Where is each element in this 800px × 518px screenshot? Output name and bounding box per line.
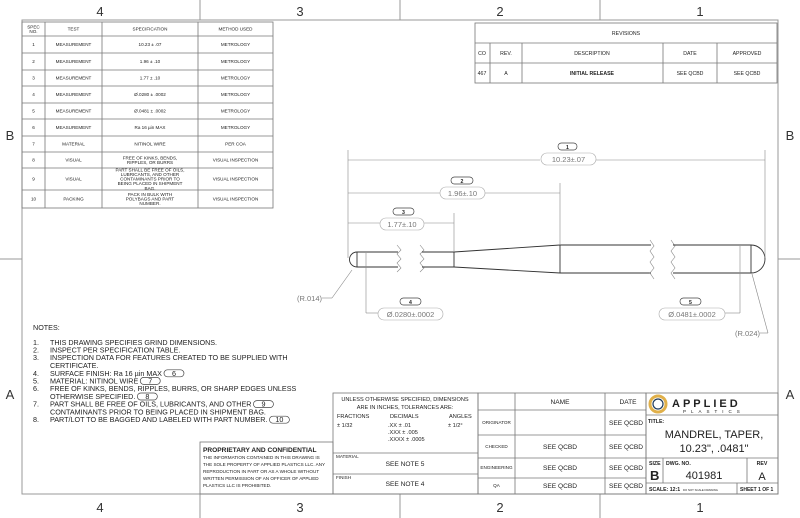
spec-method: METROLOGY [220, 92, 251, 98]
zone-col-2-top: 2 [496, 4, 504, 19]
drawing-title-line-2: 10.23", .0481" [679, 443, 749, 455]
spec-no: 6 [32, 125, 35, 131]
rev-letter: A [504, 71, 508, 77]
spec-specification: BEING PLACED IN SHIPMENT [117, 181, 183, 187]
angles-value: ± 1/2° [448, 423, 463, 429]
size-label: SIZE [649, 461, 661, 467]
proprietary-line: REPRODUCTION IN PART OR AS A WHOLE WITHOUT [203, 469, 320, 474]
logo-plastics: PLASTICS [683, 409, 745, 414]
mandrel-outline [350, 240, 765, 279]
note-balloon-number: 9 [261, 399, 266, 409]
zone-col-4-top: 4 [96, 4, 104, 19]
note-balloon-number: 10 [275, 415, 284, 425]
do-not-scale-label: DO NOT SCALE DRAWING [683, 488, 718, 492]
notes-section [33, 323, 297, 424]
spec-specification: 10.23 ± .07 [138, 42, 162, 48]
dimension-2 [440, 177, 485, 199]
decimals-xxxx: .XXXX ± .0005 [388, 437, 425, 443]
spec-header-method: METHOD USED [218, 26, 253, 32]
spec-method: METROLOGY [220, 125, 251, 131]
spec-method: VISUAL INSPECTION [212, 196, 259, 202]
approval-date: SEE QCBD [608, 465, 644, 472]
rev-date: SEE QCBD [676, 71, 704, 77]
proprietary-line: THE INFORMATION CONTAINED IN THIS DRAWING IS [203, 455, 320, 460]
zone-row-b-right: B [785, 128, 795, 143]
spec-method: VISUAL INSPECTION [212, 157, 259, 163]
spec-header-specification: SPECIFICATION [132, 26, 168, 32]
spec-test: VISUAL [65, 157, 82, 163]
spec-specification: 1.96 ± .10 [139, 59, 161, 65]
balloon-5: 5 [689, 300, 692, 306]
dimension-lines [322, 150, 768, 333]
note-number: 1. [33, 338, 39, 347]
note-number: 2. [33, 345, 39, 355]
zone-row-b-left: B [5, 128, 15, 143]
spec-specification: CONTAMINANTS PRIOR TO [120, 176, 180, 182]
spec-specification: Ø.0280 ± .0002 [134, 92, 166, 98]
drawing-title-line-1: MANDREL, TAPER, [664, 429, 764, 441]
revisions-table [475, 23, 777, 83]
zone-col-1-top: 1 [696, 4, 704, 19]
title-block [200, 393, 778, 494]
zone-col-3-bottom: 3 [296, 500, 304, 515]
proprietary-line: THE SOLE PROPERTY OF APPLIED PLASTICS LLC. ANY [203, 462, 326, 467]
decimals-label: DECIMALS [390, 414, 419, 420]
dimension-1 [541, 143, 596, 165]
spec-specification: PART SHALL BE FREE OF OILS, [115, 167, 185, 173]
radius-014-label: (R.014) [297, 294, 323, 303]
spec-test: VISUAL [65, 176, 82, 182]
zone-col-1-bottom: 1 [696, 500, 704, 515]
spec-specification: NITINOL WIRE [134, 141, 166, 147]
rev-value: A [758, 471, 766, 483]
spec-method: PER COA [225, 141, 246, 147]
spec-test: MEASUREMENT [55, 108, 92, 114]
spec-specification: RIPPLES, OR BURRS [126, 159, 174, 165]
sheet-label: SHEET 1 OF 1 [740, 487, 774, 493]
title-label: TITLE: [648, 419, 665, 425]
note-text: FREE OF KINKS, BENDS, RIPPLES, BURRS, OR SHARP EDGES UNLESS [50, 384, 297, 393]
spec-no: 7 [32, 141, 35, 147]
tolerance-heading-2: ARE IN INCHES, TOLERANCES ARE: [356, 405, 454, 411]
rev-header-description: DESCRIPTION [574, 51, 610, 57]
balloon-2: 2 [460, 179, 464, 185]
approval-role: CHECKED [485, 444, 508, 449]
balloon-3: 3 [402, 210, 405, 216]
balloon-4: 4 [409, 300, 412, 306]
spec-test: MEASUREMENT [55, 59, 92, 65]
approval-role: ENGINEERING [480, 465, 513, 470]
note-text: INSPECTION DATA FOR FEATURES CREATED TO BE SUPPLIED WITH [50, 353, 288, 363]
rev-label: REV [756, 461, 768, 467]
spec-method: METROLOGY [220, 59, 251, 65]
note-text: PART/LOT TO BE BAGGED AND LABELED WITH PART NUMBER. [50, 415, 268, 425]
fractions-value: ± 1/32 [337, 423, 353, 429]
note-balloon-number: 6 [171, 368, 176, 378]
dim-3-value: 1.77±.10 [387, 220, 417, 229]
dimension-3 [380, 208, 424, 230]
finish-value: SEE NOTE 4 [385, 481, 425, 488]
revisions-title: REVISIONS [611, 31, 641, 37]
approval-date: SEE QCBD [608, 483, 644, 490]
approvals-rows [480, 420, 643, 490]
spec-specification: POLYBAGS AND PART [125, 196, 175, 202]
mandrel-part-view [297, 143, 768, 338]
dimension-5 [659, 298, 725, 320]
spec-specification: LUBRICANTS, AND OTHER [120, 172, 180, 177]
approval-date: SEE QCBD [608, 420, 644, 427]
spec-test: MEASUREMENT [55, 42, 92, 48]
dimension-4 [378, 298, 443, 320]
note-number: 5. [33, 376, 39, 386]
material-value: SEE NOTE 5 [385, 461, 425, 468]
spec-test: MEASUREMENT [55, 125, 92, 131]
rev-header-co: CO [478, 51, 486, 57]
spec-specification: FREE OF KINKS, BENDS, [122, 155, 178, 161]
zone-row-a-right: A [785, 387, 795, 402]
balloon-1: 1 [566, 145, 569, 151]
spec-test: PACKING [63, 196, 84, 202]
angles-label: ANGLES [449, 414, 472, 420]
radius-024-label: (R.024) [735, 329, 761, 338]
note-text: CONTAMINANTS PRIOR TO BEING PLACED IN SHIPMENT BAG. [50, 407, 266, 417]
spec-header-no: NO. [29, 28, 38, 34]
rev-header-rev: REV. [500, 51, 512, 57]
note-number: 3. [33, 353, 39, 363]
spec-test: MEASUREMENT [55, 75, 92, 81]
spec-test: MEASUREMENT [55, 92, 92, 98]
note-balloon-number: 8 [145, 392, 150, 401]
note-text: SURFACE FINISH: Ra 16 µin MAX [50, 368, 162, 378]
note-text: PART SHALL BE FREE OF OILS, LUBRICANTS, AND OTHER [50, 399, 252, 409]
spec-no: 9 [32, 176, 35, 182]
dim-5-value: Ø.0481±.0002 [668, 310, 716, 319]
spec-specification: BAG. [144, 185, 156, 191]
specification-table [22, 22, 273, 208]
dim-2-value: 1.96±.10 [447, 189, 478, 198]
note-text: CERTIFICATE. [50, 361, 99, 371]
rev-header-date: DATE [683, 51, 697, 57]
spec-specification: 1.77 ± .10 [139, 75, 161, 81]
spec-no: 4 [32, 92, 35, 98]
zone-col-3-top: 3 [296, 4, 304, 19]
proprietary-title: PROPRIETARY AND CONFIDENTIAL [203, 447, 317, 454]
spec-specification: Ø.0481 ± .0002 [134, 108, 166, 114]
applied-plastics-logo [650, 396, 745, 414]
note-number: 7. [33, 399, 39, 409]
rev-approved: SEE QCBD [733, 71, 761, 77]
size-value: B [650, 468, 660, 483]
note-text: INSPECT PER SPECIFICATION TABLE. [50, 345, 181, 355]
spec-no: 1 [32, 42, 35, 48]
material-label: MATERIAL [336, 454, 359, 459]
spec-no: 5 [32, 108, 35, 114]
approval-name: SEE QCBD [542, 444, 578, 451]
spec-method: METROLOGY [220, 108, 251, 114]
proprietary-text [203, 455, 325, 488]
fractions-label: FRACTIONS [337, 414, 370, 420]
spec-specification: PACK IN BULK WITH [127, 192, 173, 197]
spec-method: VISUAL INSPECTION [212, 176, 259, 182]
scale-label: SCALE: 12:1 [649, 487, 681, 493]
approvals-name-header: NAME [550, 399, 570, 406]
note-text: OTHERWISE SPECIFIED. [50, 392, 136, 401]
logo-applied: APPLIED [672, 398, 741, 410]
spec-header-test: TEST [67, 26, 80, 32]
zone-col-4-bottom: 4 [96, 500, 104, 515]
note-text: MATERIAL: NITINOL WIRE [50, 376, 139, 386]
notes-title: NOTES: [33, 323, 60, 332]
note-balloon-number: 7 [148, 376, 153, 386]
rev-co: 467 [477, 71, 487, 77]
spec-no: 3 [32, 75, 35, 81]
note-number: 4. [33, 368, 39, 378]
spec-no: 8 [32, 157, 35, 163]
spec-specification: Ra 16 µin MAX [134, 125, 166, 131]
spec-no: 2 [32, 59, 35, 65]
approval-name: SEE QCBD [542, 483, 578, 490]
zone-row-a-left: A [5, 387, 15, 402]
rev-header-approved: APPROVED [732, 51, 762, 57]
note-number: 6. [33, 384, 39, 393]
approval-date: SEE QCBD [608, 444, 644, 451]
finish-label: FINISH [336, 475, 352, 480]
note-text: THIS DRAWING SPECIFIES GRIND DIMENSIONS. [50, 338, 218, 347]
spec-method: METROLOGY [220, 42, 251, 48]
rev-description: INITIAL RELEASE [569, 71, 615, 77]
approval-role: ORIGINATOR [482, 420, 511, 425]
decimals-xx: .XX ± .01 [388, 423, 411, 429]
note-number: 8. [33, 415, 39, 425]
spec-method: METROLOGY [220, 75, 251, 81]
proprietary-line: PLASTICS LLC IS PROHIBITED. [203, 483, 272, 488]
spec-header-no: SPEC [27, 24, 40, 30]
spec-test: MATERIAL [62, 141, 85, 147]
dim-1-value: 10.23±.07 [551, 155, 586, 164]
spec-specification: NUMBER. [139, 201, 161, 207]
spec-no: 10 [30, 196, 37, 202]
approval-role: QA [493, 483, 500, 488]
proprietary-line: WRITTEN PERMISSION OF AN OFFICER OF APPLIED [203, 476, 319, 481]
zone-col-2-bottom: 2 [496, 500, 504, 515]
approval-name: SEE QCBD [542, 465, 578, 472]
dwg-no-value: 401981 [685, 470, 723, 482]
tolerance-heading-1: UNLESS OTHERWISE SPECIFIED, DIMENSIONS [341, 397, 469, 403]
dwg-no-label: DWG. NO. [666, 461, 691, 467]
dim-4-value: Ø.0280±.0002 [386, 310, 435, 319]
approvals-date-header: DATE [619, 399, 637, 406]
decimals-xxx: .XXX ± .005 [388, 430, 418, 436]
